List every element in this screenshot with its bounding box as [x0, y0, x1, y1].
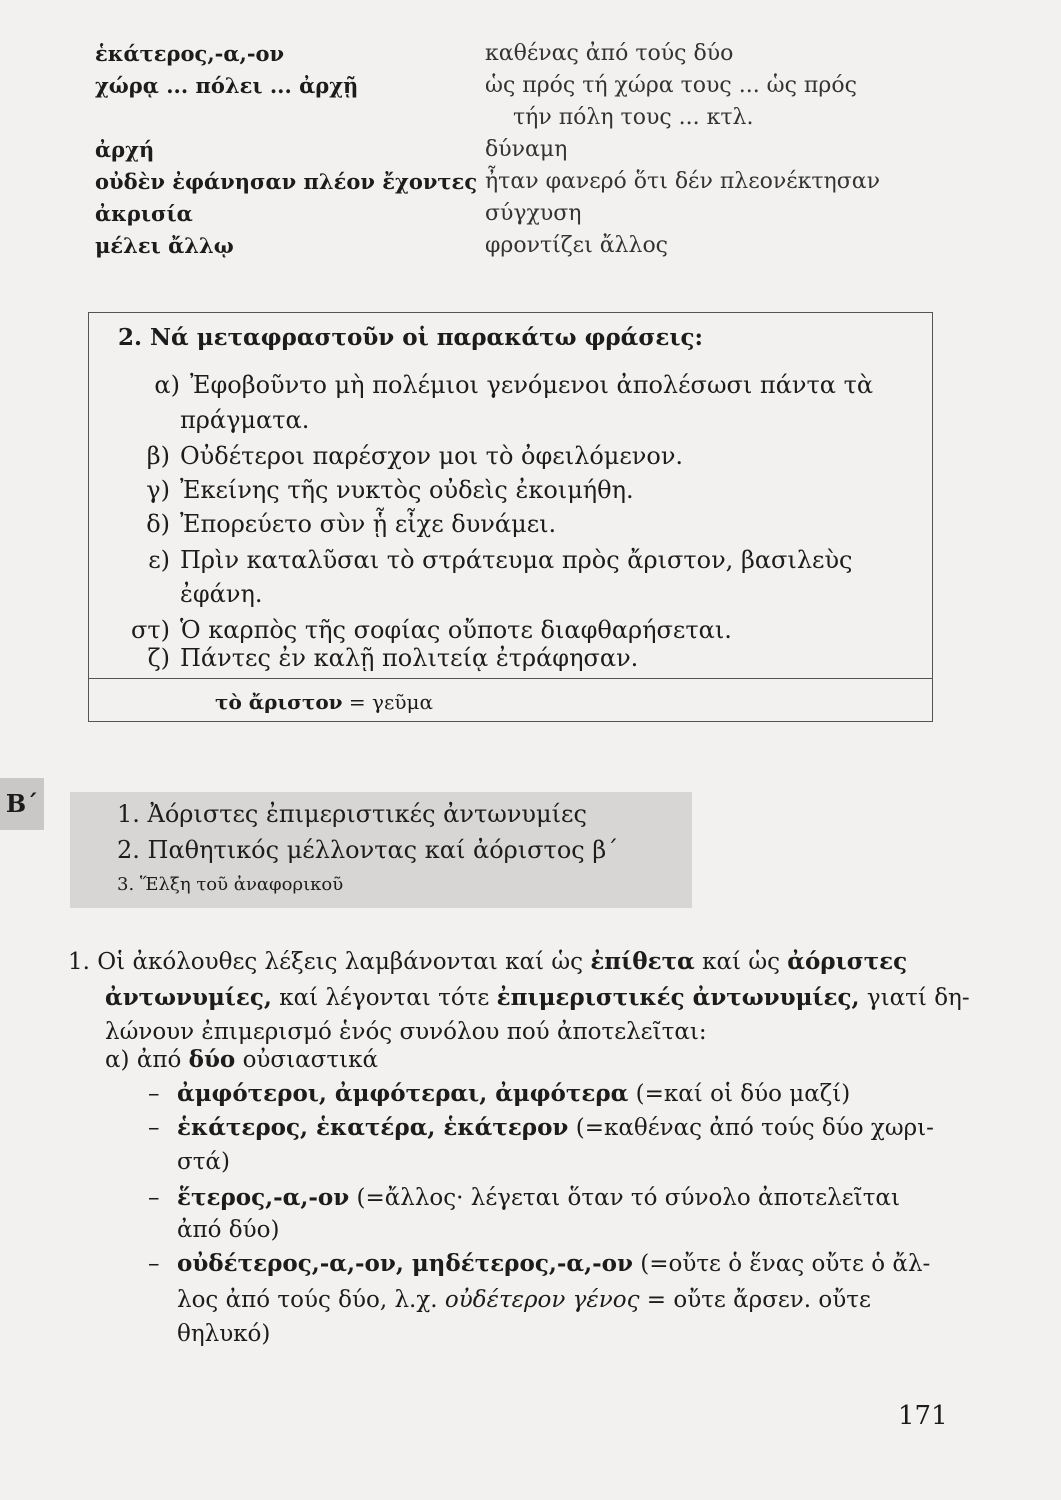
bold-term: ἑκάτερος, ἑκατέρα, ἑκάτερον	[177, 1114, 569, 1141]
paragraph-line	[177, 1178, 900, 1218]
text-run: = οὔτε ἄρσεν. οὔτε	[639, 1287, 871, 1313]
exercise-note	[215, 684, 433, 720]
paragraph-line: ἀπό δύο)	[177, 1217, 280, 1243]
sentence-text: Ἐπορεύετο σὺν ᾗ εἶχε δυνάμει.	[180, 510, 557, 538]
dash-bullet: –	[148, 1185, 160, 1211]
paragraph-line: λώνουν ἐπιμερισμό ἑνός συνόλου πού ἀποτελεῖται:	[105, 1019, 707, 1045]
exercise-divider	[88, 678, 933, 679]
sentence-label: α)	[154, 371, 180, 399]
sentence-text: Ἐφοβοῦντο μὴ πολέμιοι γενόμενοι ἀπολέσωσι πάντα τὰ	[190, 371, 874, 399]
glossary-term: χώρᾳ ... πόλει ... ἀρχῇ	[95, 73, 359, 98]
section-item: 3. Ἕλξη τοῦ ἀναφορικοῦ	[117, 874, 344, 895]
paragraph-line	[177, 1244, 930, 1284]
sentence-label: στ)	[130, 616, 170, 644]
paragraph-line: στά)	[177, 1149, 230, 1175]
bold-term: ἐπίθετα	[590, 948, 695, 975]
glossary-translation: δύναμη	[485, 137, 568, 162]
bold-term: ἀμφότεροι, ἀμφότεραι, ἀμφότερα	[177, 1080, 629, 1107]
sentence-text: Πάντες ἐν καλῇ πολιτείᾳ ἐτράφησαν.	[180, 644, 639, 672]
sentence-text-continued: πράγματα.	[180, 406, 310, 434]
bold-term: ἀόριστες	[787, 948, 908, 975]
page-number: 171	[898, 1401, 948, 1431]
text-run: 1. Οἱ ἀκόλουθες λέξεις λαμβάνονται καί ὡς	[68, 949, 591, 975]
sentence-text: Ἐκείνης τῆς νυκτὸς οὐδεὶς ἐκοιμήθη.	[180, 476, 634, 504]
bold-term: ἀντωνυμίες,	[105, 984, 272, 1011]
text-run: (=οὔτε ὁ ἕνας οὔτε ὁ ἄλ-	[632, 1251, 931, 1277]
text-run: (=καθένας ἀπό τούς δύο χωρι-	[568, 1115, 934, 1141]
glossary-translation-continued: τήν πόλη τους ... κτλ.	[513, 105, 754, 130]
section-badge: Β΄	[0, 778, 44, 830]
glossary-translation: ἦταν φανερό ὅτι δέν πλεονέκτησαν	[485, 169, 880, 194]
glossary-translation: φροντίζει ἄλλος	[485, 233, 669, 258]
text-run: (=καί οἱ δύο μαζί)	[628, 1081, 851, 1107]
glossary-term: οὐδὲν ἐφάνησαν πλέον ἔχοντες	[95, 169, 478, 194]
glossary-term: ἑκάτερος,-α,-ον	[95, 41, 285, 66]
text-run: α) ἀπό	[105, 1047, 189, 1073]
text-run: λος ἀπό τούς δύο, λ.χ.	[177, 1287, 445, 1313]
paragraph-line	[177, 1280, 871, 1320]
note-definition: = γεῦμα	[348, 690, 434, 714]
note-term: τὸ ἄριστον	[215, 690, 343, 714]
glossary-translation: καθένας ἀπό τούς δύο	[485, 41, 734, 66]
sentence-label: ζ)	[147, 644, 170, 672]
sentence-label: γ)	[146, 476, 170, 504]
text-run: γιατί δη-	[859, 985, 970, 1011]
text-run: καί λέγονται τότε	[271, 985, 497, 1011]
dash-bullet: –	[148, 1115, 160, 1141]
section-item: 1. Ἀόριστες ἐπιμεριστικές ἀντωνυμίες	[117, 800, 587, 828]
bold-term: δύο	[188, 1046, 236, 1073]
bold-term: οὐδέτερος,-α,-ον, μηδέτερος,-α,-ον	[177, 1250, 633, 1277]
dash-bullet: –	[148, 1251, 160, 1277]
glossary-translation: ὡς πρός τή χώρα τους ... ὡς πρός	[485, 73, 857, 98]
paragraph-line	[177, 1108, 934, 1148]
sentence-text-continued: ἐφάνη.	[180, 580, 263, 608]
italic-term: οὐδέτερον γένος	[444, 1287, 640, 1313]
glossary-term: ἀρχή	[95, 137, 155, 162]
paragraph-line	[68, 942, 907, 982]
sentence-label: δ)	[146, 510, 170, 538]
text-run: οὐσιαστικά	[235, 1047, 379, 1073]
glossary-term: ἀκρισία	[95, 201, 193, 226]
paragraph-line: θηλυκό)	[177, 1321, 271, 1347]
sentence-text: Οὐδέτεροι παρέσχον μοι τὸ ὀφειλόμενον.	[180, 442, 684, 470]
glossary-row	[0, 226, 1061, 266]
bold-term: ἐπιμεριστικές ἀντωνυμίες,	[496, 984, 860, 1011]
text-run: (=ἄλλος· λέγεται ὅταν τό σύνολο ἀποτελεῖται	[349, 1185, 900, 1211]
bold-term: ἕτερος,-α,-ον	[177, 1184, 350, 1211]
glossary-translation: σύγχυση	[485, 201, 582, 226]
dash-bullet: –	[148, 1081, 160, 1107]
sentence-label: ε)	[148, 546, 170, 574]
glossary-term: μέλει ἄλλῳ	[95, 233, 234, 258]
sentence-text: Πρὶν καταλῦσαι τὸ στράτευμα πρὸς ἄριστον, βασιλεὺς	[180, 546, 853, 574]
exercise-heading: 2. Νά μεταφραστοῦν οἱ παρακάτω φράσεις:	[118, 324, 703, 351]
section-item: 2. Παθητικός μέλλοντας καί ἀόριστος β΄	[117, 836, 619, 864]
sentence-label: β)	[146, 442, 170, 470]
text-run: καί ὡς	[694, 949, 788, 975]
sentence-text: Ὁ καρπὸς τῆς σοφίας οὔποτε διαφθαρήσεται.	[180, 616, 732, 644]
